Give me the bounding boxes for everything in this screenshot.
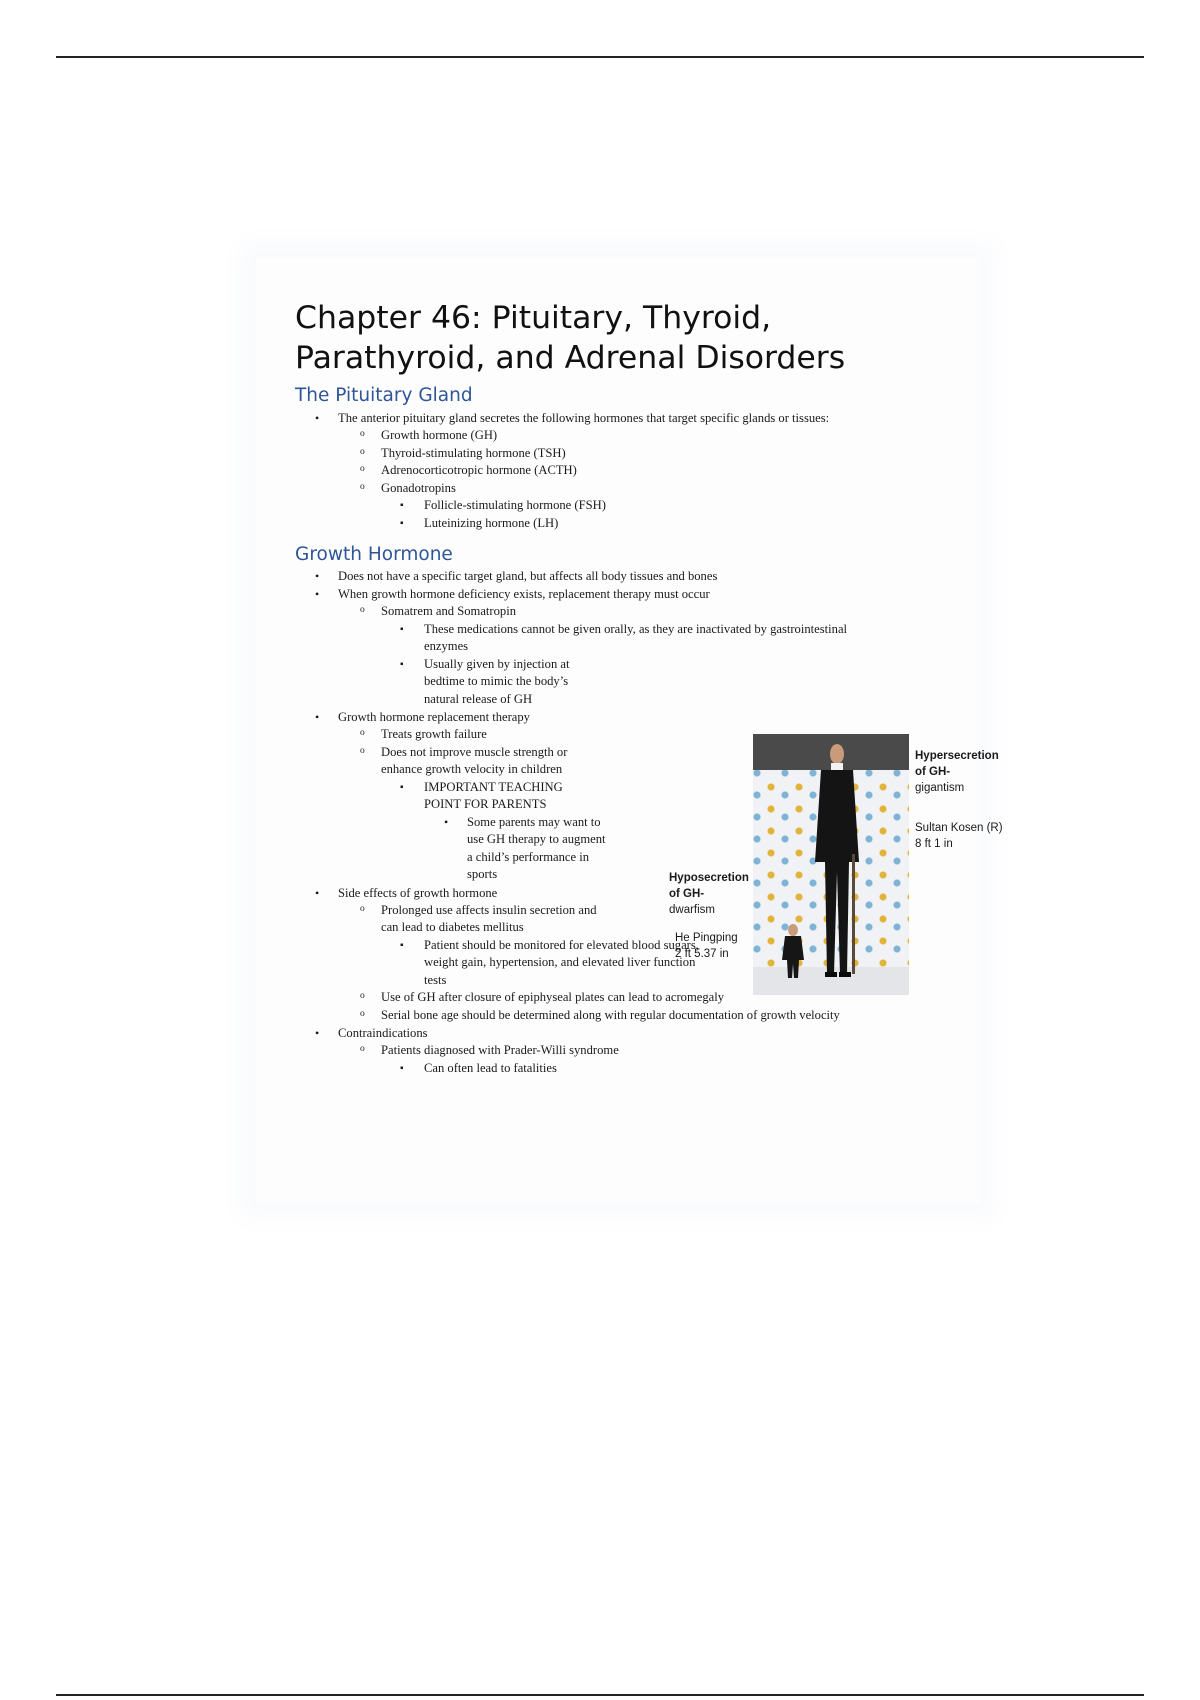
- caption-bold-line: of GH-: [915, 766, 951, 778]
- caption-bold-line: Hyposecretion: [669, 872, 749, 884]
- header-rule: [56, 56, 1144, 58]
- list-item: ▪ Luteinizing hormone (LH): [381, 515, 955, 533]
- hormone-list: [338, 427, 955, 532]
- caption-term: gigantism: [915, 782, 965, 794]
- list-item-text: Prolonged use affects insulin secretion and can lead to diabetes mellitus: [381, 902, 597, 934]
- footer-rule: [56, 1694, 1144, 1696]
- list-item: ▪ Follicle-stimulating hormone (FSH): [381, 497, 955, 515]
- tall-man-figure: [807, 742, 867, 982]
- list-item: o Treats growth failure: [338, 726, 955, 744]
- caption-he-pingping: [675, 930, 755, 962]
- page-title-line-2: Parathyroid, and Adrenal Disorders: [295, 340, 846, 376]
- list-item: [381, 779, 606, 884]
- caption-name: He Pingping: [675, 932, 738, 944]
- pituitary-list: [295, 409, 955, 532]
- caption-bold-line: of GH-: [669, 888, 705, 900]
- caption-sultan-kosen: [915, 820, 1025, 852]
- caption-term: dwarfism: [669, 904, 716, 916]
- list-item: [338, 480, 955, 533]
- sublist: [338, 603, 955, 708]
- short-man-figure: [777, 922, 809, 982]
- document-page: [256, 258, 1003, 1204]
- sublist: [381, 779, 606, 884]
- list-item: • Does not have a specific target gland, but affects all body tissues and bones: [295, 567, 955, 585]
- list-item-text: Growth hormone replacement therapy: [338, 710, 530, 724]
- list-item: ▪ Usually given by injection at bedtime to mimic the body’s natural release of GH: [381, 656, 592, 709]
- caption-height: 2 ft 5.37 in: [675, 948, 729, 960]
- pituitary-intro: The anterior pituitary gland secretes the following hormones that target specific glands or tissues:: [338, 411, 830, 425]
- list-item-text: Patients diagnosed with Prader-Willi syndrome: [381, 1043, 619, 1057]
- sublist: [381, 621, 955, 709]
- list-item: ▪ These medications cannot be given orally, as they are inactivated by gastrointestinal enzymes: [381, 621, 894, 656]
- list-item: [338, 603, 955, 708]
- caption-height: 8 ft 1 in: [915, 838, 953, 850]
- list-item: ▪ Can often lead to fatalities: [381, 1060, 955, 1078]
- gh-comparison-photo: [753, 734, 909, 995]
- caption-hypersecretion: [915, 748, 1025, 796]
- list-item: o Thyroid-stimulating hormone (TSH): [338, 445, 955, 463]
- list-item-text: Does not improve muscle strength or enhance growth velocity in children: [381, 744, 568, 776]
- page-content: [295, 298, 1003, 1077]
- sublist: [424, 814, 606, 884]
- sublist: [381, 1060, 955, 1078]
- gonadotropins-label: Gonadotropins: [381, 480, 456, 495]
- list-item-text: When growth hormone deficiency exists, replacement therapy must occur: [338, 587, 710, 601]
- section-heading-pituitary: The Pituitary Gland: [295, 385, 473, 406]
- list-item: o Adrenocorticotropic hormone (ACTH): [338, 462, 955, 480]
- sublist: [338, 1042, 955, 1077]
- section-heading-growth-hormone: Growth Hormone: [295, 544, 453, 565]
- caption-hyposecretion: [669, 870, 759, 918]
- list-item: • Some parents may want to use GH therapy to augment a child’s performance in sports: [424, 814, 607, 884]
- list-item: o Growth hormone (GH): [338, 427, 955, 445]
- list-item-text: Side effects of growth hormone: [338, 885, 498, 900]
- list-item-text: Somatrem and Somatropin: [381, 604, 517, 618]
- page-title: [295, 298, 955, 378]
- list-item: [295, 409, 955, 532]
- caption-name: Sultan Kosen (R): [915, 822, 1003, 834]
- caption-bold-line: Hypersecretion: [915, 750, 999, 762]
- gonadotropin-list: [381, 497, 955, 532]
- list-item: [295, 1024, 955, 1077]
- list-item: o Serial bone age should be determined along with regular documentation of growth velocity: [338, 1007, 955, 1025]
- teaching-point: IMPORTANT TEACHING POINT FOR PARENTS: [424, 779, 563, 811]
- list-item: [338, 1042, 955, 1077]
- sublist: [381, 937, 699, 990]
- list-item-text: Contraindications: [338, 1026, 428, 1040]
- list-item: [295, 585, 955, 708]
- page-title-line-1: Chapter 46: Pituitary, Thyroid,: [295, 300, 772, 336]
- list-item: ▪ Patient should be monitored for elevated blood sugars, weight gain, hypertension, and elevated liver function tests: [381, 937, 716, 990]
- list-item: [338, 744, 606, 884]
- list-item: o Use of GH after closure of epiphyseal plates can lead to acromegaly: [338, 989, 955, 1007]
